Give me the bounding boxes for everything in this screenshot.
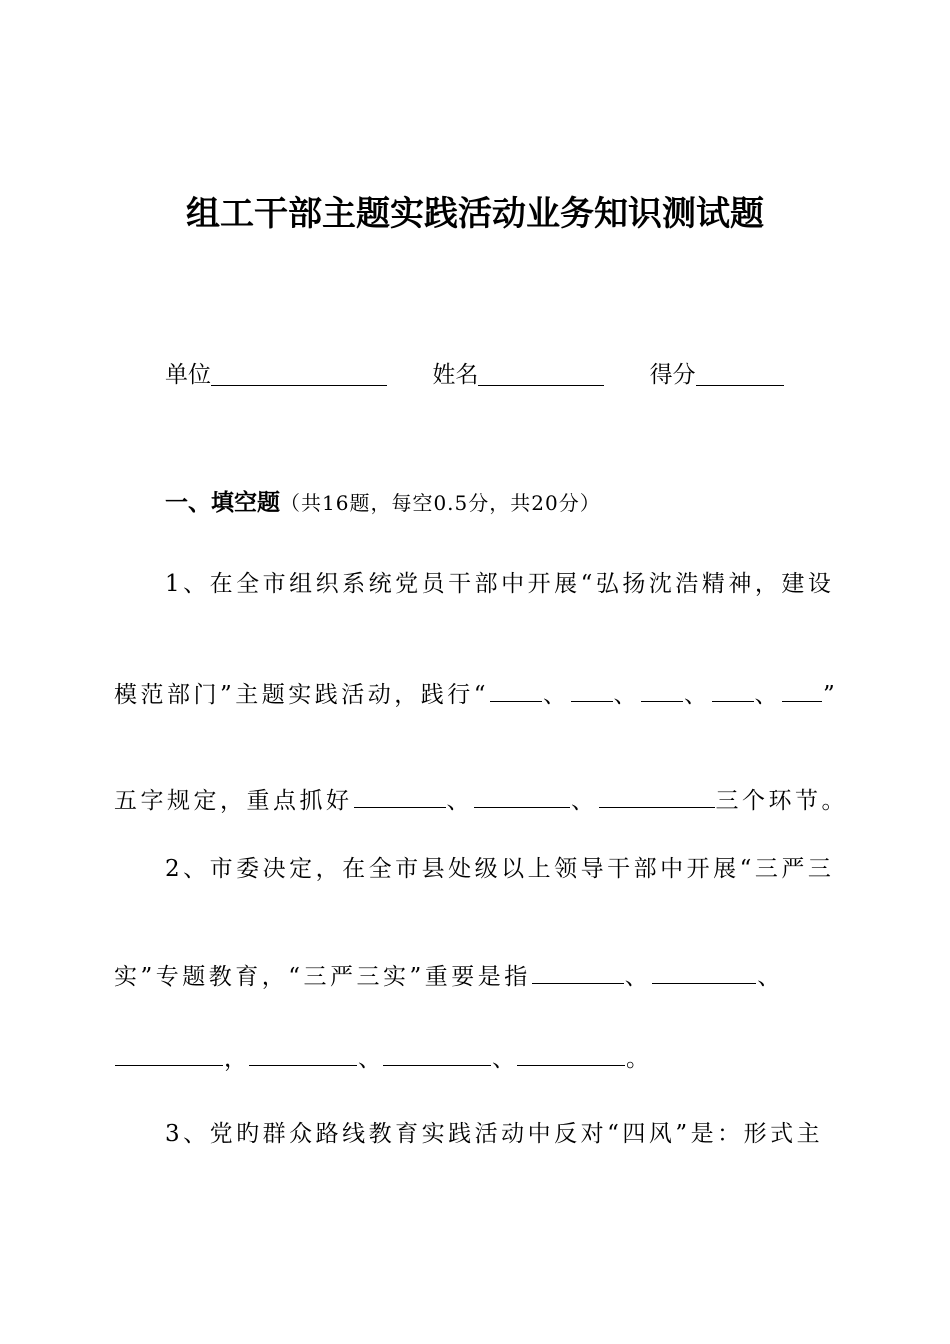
- q2-blank[interactable]: [517, 1043, 625, 1066]
- q2-line1: 2、市委决定，在全市县处级以上领导干部中开展“三严三: [165, 856, 835, 882]
- unit-blank[interactable]: [211, 359, 387, 386]
- q1-line2: [114, 676, 838, 709]
- q1-line3: [114, 782, 848, 815]
- q2-blank[interactable]: [115, 1043, 223, 1066]
- unit-field: [165, 356, 387, 389]
- q2-sep: 、: [358, 1046, 382, 1072]
- q2-line3: [114, 1040, 650, 1073]
- page-title: 组工干部主题实践活动业务知识测试题: [186, 194, 764, 234]
- q1-blank[interactable]: [599, 785, 715, 808]
- q1-blank[interactable]: [641, 679, 683, 702]
- section-heading: [165, 484, 601, 517]
- name-field: [432, 356, 604, 389]
- name-blank[interactable]: [478, 359, 604, 386]
- q1-blank[interactable]: [490, 679, 542, 702]
- q1-sep: 、: [684, 682, 711, 708]
- q1-line1: 1、在全市组织系统党员干部中开展“弘扬沈浩精神，建设: [165, 571, 835, 597]
- q2-blank[interactable]: [249, 1043, 357, 1066]
- q1-line3-text: 五字规定，重点抓好: [114, 788, 353, 814]
- q2-sep: 、: [492, 1046, 516, 1072]
- score-label: 得分: [649, 362, 696, 388]
- q2-comma: ，: [224, 1046, 248, 1072]
- unit-label: 单位: [165, 362, 211, 388]
- q1-sep: 、: [543, 682, 570, 708]
- q2-line2: [114, 958, 784, 991]
- score-field: [650, 356, 784, 389]
- q1-line2-text: 模范部门”主题实践活动，践行“: [114, 682, 490, 708]
- q1-sep: 、: [571, 788, 598, 814]
- info-line: [165, 356, 784, 396]
- q3-line1: 3、党旳群众路线教育实践活动中反对“四风”是：形式主: [165, 1121, 824, 1147]
- q1-blank[interactable]: [354, 785, 446, 808]
- q1-sep: 、: [446, 788, 473, 814]
- section-title: 一、填空题: [165, 490, 280, 516]
- q2-blank[interactable]: [383, 1043, 491, 1066]
- q1-blank[interactable]: [571, 679, 613, 702]
- q1-sep: 、: [613, 682, 641, 708]
- q1-line3-end: 三个环节。: [715, 788, 848, 814]
- q1-blank[interactable]: [782, 679, 822, 702]
- q2-sep: 、: [757, 964, 784, 990]
- q2-sep: 、: [624, 964, 652, 990]
- q2-blank[interactable]: [652, 961, 756, 984]
- q1-sep: 、: [754, 682, 782, 708]
- q2-line2-text: 实”专题教育，“三严三实”重要是指: [114, 964, 531, 990]
- q2-period: 。: [626, 1046, 650, 1072]
- q1-blank[interactable]: [712, 679, 754, 702]
- name-label: 姓名: [432, 362, 479, 388]
- q1-quote-end: ”: [823, 682, 839, 708]
- score-blank[interactable]: [696, 359, 784, 386]
- section-note: （共16题，每空0.5分，共20分）: [280, 491, 601, 515]
- q1-blank[interactable]: [474, 785, 570, 808]
- q2-blank[interactable]: [532, 961, 624, 984]
